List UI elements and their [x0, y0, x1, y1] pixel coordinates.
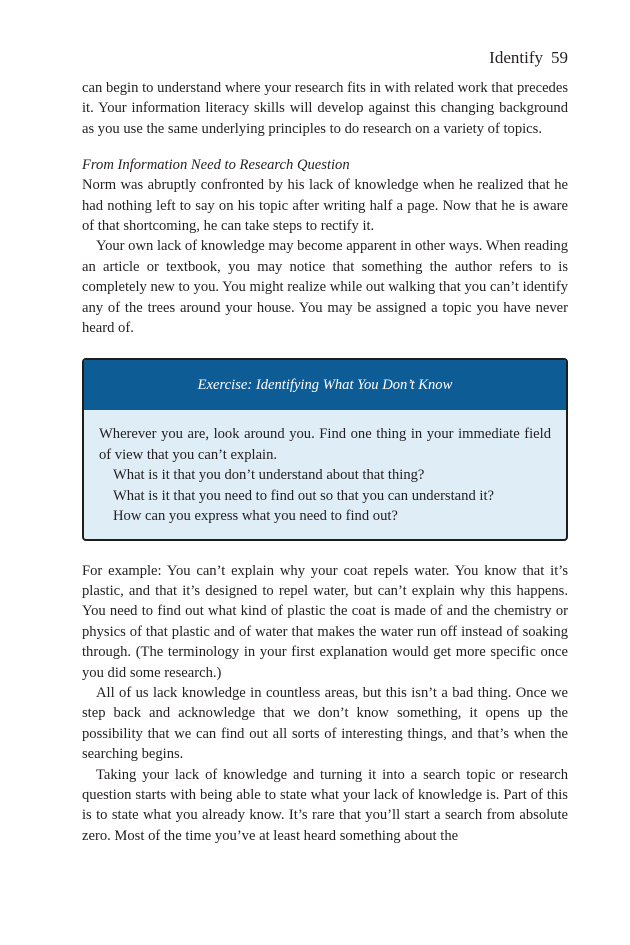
paragraph-continued: can begin to understand where your research fits in with related work that precedes it. Your information literacy skills will develop against this changing background as you use the same underlying principles to do research on a variety of topics. — [82, 80, 568, 137]
chapter-title: Identify — [489, 48, 543, 67]
exercise-question: What is it that you don’t understand about that thing? — [113, 467, 425, 484]
paragraph-search-topic: Taking your lack of knowledge and turning it into a search topic or research question starts with being able to state what your lack of knowledge is. Part of this is to state what you already know. It’s rare that you’ll start a search from absolute zero. Most of the time you’ve at least heard something about the — [82, 766, 568, 844]
exercise-body — [84, 410, 566, 538]
exercise-intro: Wherever you are, look around you. Find one thing in your immediate field of view that you can’t explain. — [99, 426, 551, 463]
exercise-box — [82, 358, 568, 540]
paragraph-example: For example: You can’t explain why your coat repels water. You know that it’s plastic, and that it’s designed to repel water, but can’t explain why this happens. You need to find out what kind of plastic the coat is made of and the chemistry or physics of that plastic and of water that makes the water run off instead of soaking through. (The terminology in your first explanation would get more specific once you did some research.) — [82, 562, 568, 681]
exercise-question: What is it that you need to find out so that you can understand it? — [113, 487, 494, 504]
paragraph-norm: Norm was abruptly confronted by his lack of knowledge when he realized that he had nothing left to say on his topic after writing half a page. Now that he is aware of that shortcoming, he can take steps to rectify it. — [82, 177, 568, 235]
running-head — [82, 46, 568, 70]
paragraph-countless-areas: All of us lack knowledge in countless areas, but this isn’t a bad thing. Once we step back and acknowledge that we don’t know something, it opens up the possibility that we can find out all sorts of interesting things, and that’s when the searching begins. — [82, 684, 568, 763]
book-page — [82, 46, 568, 846]
section-heading: From Information Need to Research Question — [82, 157, 350, 174]
page-number: 59 — [551, 48, 568, 67]
exercise-title: Exercise: Identifying What You Don’t Know — [84, 360, 566, 410]
exercise-question: How can you express what you need to find out? — [113, 508, 398, 525]
paragraph-lack-of-knowledge: Your own lack of knowledge may become apparent in other ways. When reading an article or textbook, you may notice that something the author refers to is completely new to you. You might realize while out walking that you can’t identify any of the trees around your house. You may be assigned a topic you have never heard of. — [82, 238, 569, 337]
